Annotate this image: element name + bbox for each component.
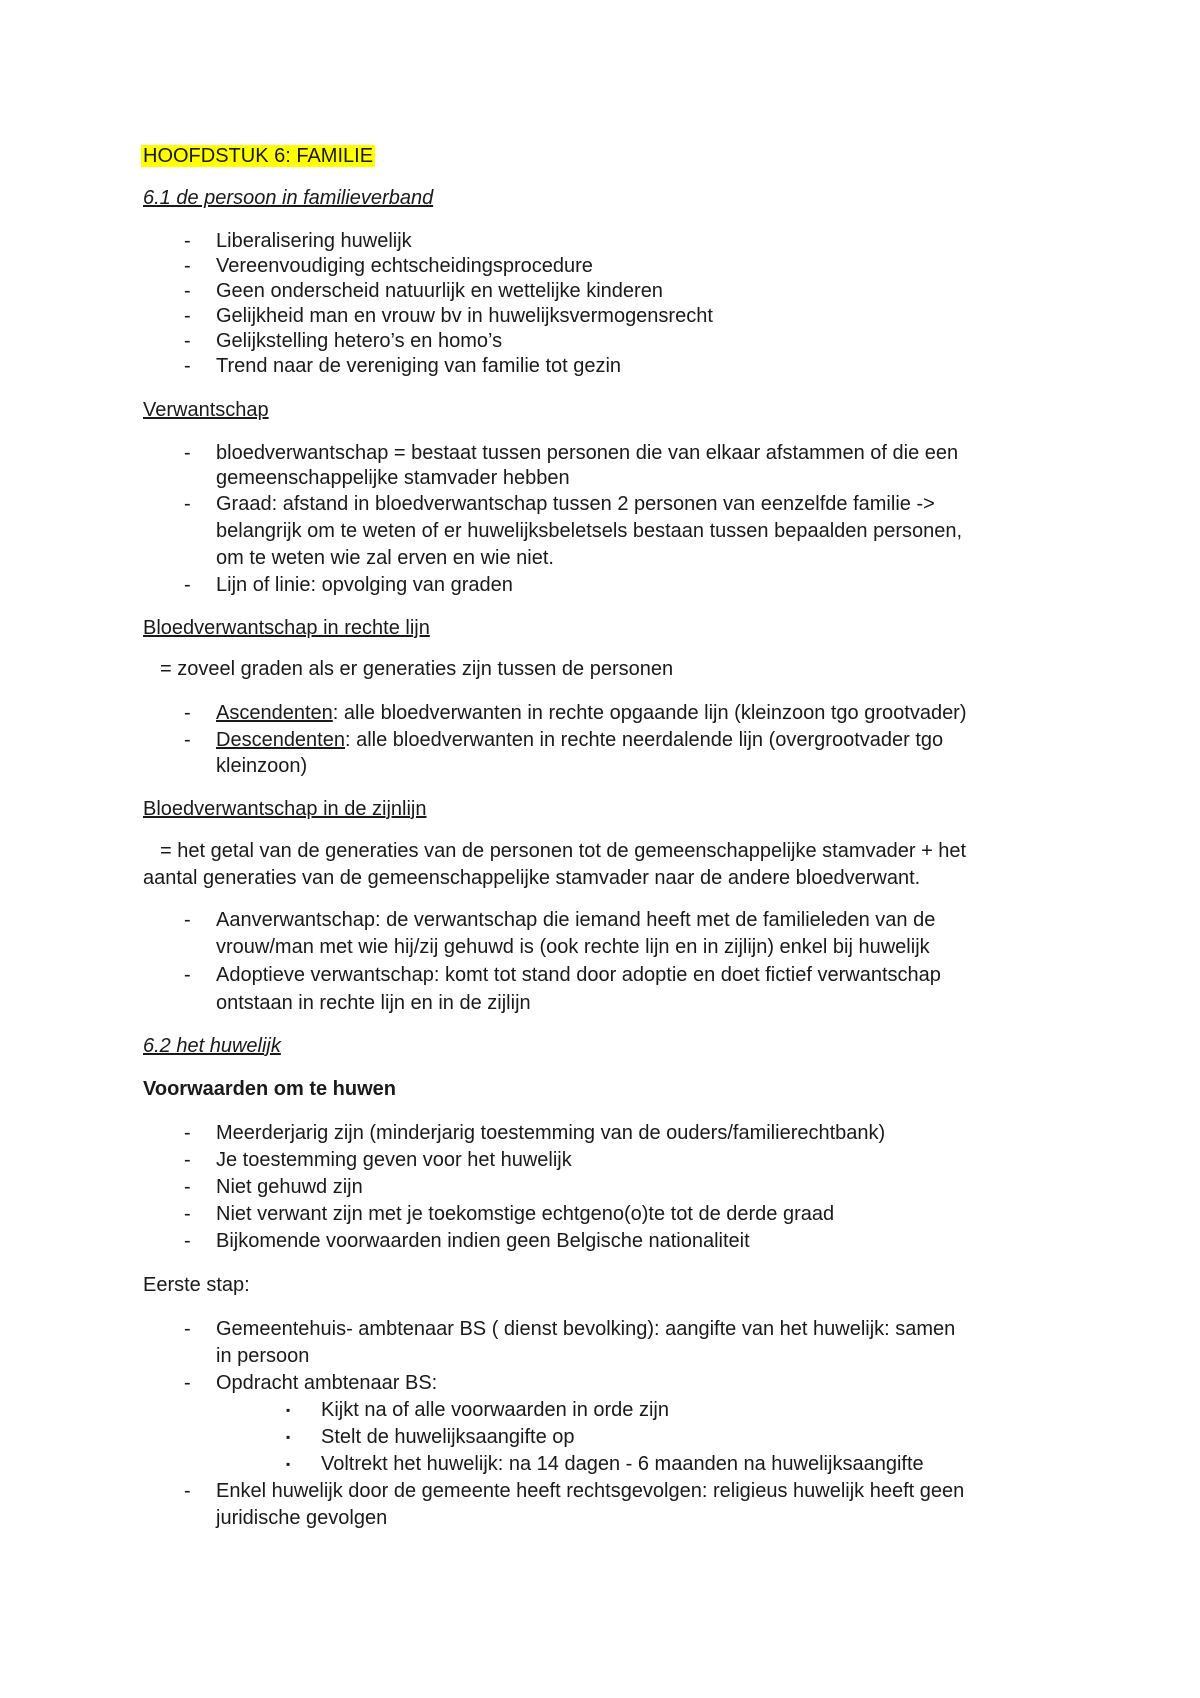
square-bullet-icon: ▪ bbox=[286, 1403, 291, 1417]
section-heading-6-1: 6.1 de persoon in familieverband bbox=[143, 187, 434, 209]
heading-rechte-lijn: Bloedverwantschap in rechte lijn bbox=[143, 617, 430, 639]
term-ascendenten: Ascendenten bbox=[216, 702, 333, 724]
eerste-stap-label: Eerste stap: bbox=[143, 1274, 250, 1296]
heading-voorwaarden: Voorwaarden om te huwen bbox=[143, 1078, 396, 1100]
term-descendenten: Descendenten bbox=[216, 729, 345, 751]
definition-rechte-lijn: = zoveel graden als er generaties zijn tussen de personen bbox=[160, 658, 674, 680]
chapter-title bbox=[143, 143, 375, 169]
definition-zijlijn-line2: aantal generaties van de gemeenschappelijke stamvader naar de andere bloedverwant. bbox=[143, 867, 921, 889]
section-heading-6-2: 6.2 het huwelijk bbox=[143, 1035, 281, 1057]
square-bullet-icon: ▪ bbox=[286, 1430, 291, 1444]
chapter-title-text: HOOFDSTUK 6: FAMILIE bbox=[143, 145, 374, 167]
square-bullet-icon: ▪ bbox=[286, 1457, 291, 1471]
heading-zijlijn: Bloedverwantschap in de zijnlijn bbox=[143, 798, 427, 820]
definition-zijlijn-line1: = het getal van de generaties van de personen tot de gemeenschappelijke stamvader + het bbox=[160, 840, 967, 862]
heading-verwantschap: Verwantschap bbox=[143, 399, 269, 421]
